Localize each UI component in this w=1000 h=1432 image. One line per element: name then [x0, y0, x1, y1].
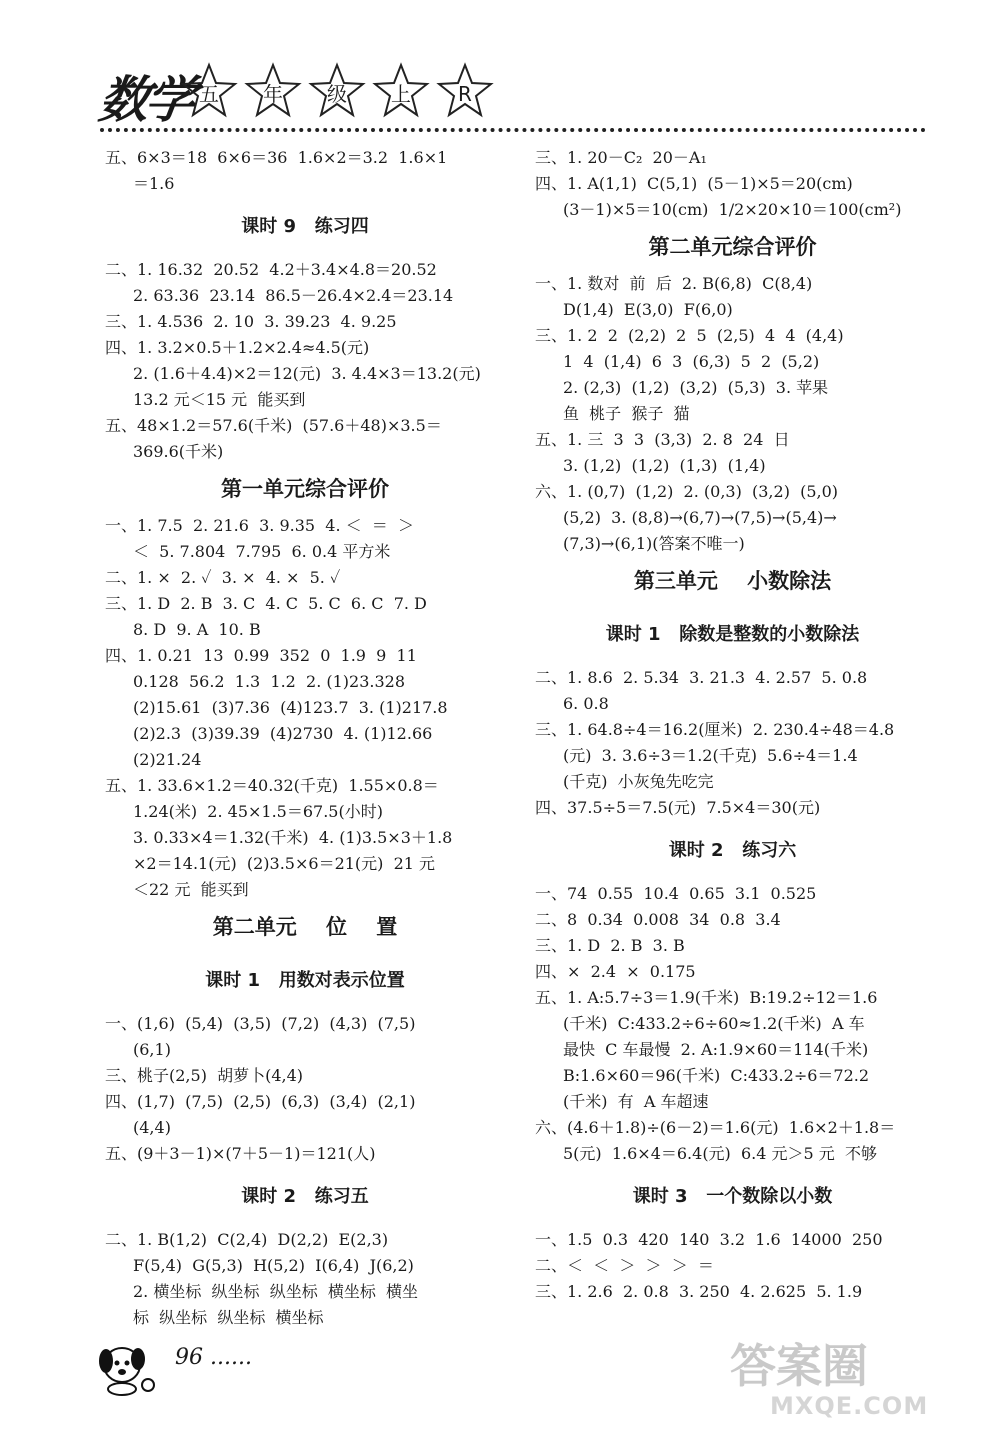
- unit-heading: 第一单元综合评价: [221, 477, 389, 501]
- answer-line: 二、1. 16.32 20.52 4.2＋3.4×4.8＝20.52: [105, 260, 437, 279]
- answer-line: 最快 C 车最慢 2. A:1.9×60＝114(千米): [563, 1040, 869, 1059]
- answer-line: 五、48×1.2＝57.6(千米) (57.6＋48)×3.5＝: [105, 416, 442, 435]
- answer-line: 四、× 2.4 × 0.175: [535, 962, 696, 981]
- answer-line: 三、1. 20－C₂ 20－A₁: [535, 148, 707, 167]
- answer-line: 鱼 桃子 猴子 猫: [563, 404, 690, 423]
- answer-line: (千米) 有 A 车超速: [563, 1092, 709, 1111]
- watermark-url: MXQE.COM: [770, 1392, 929, 1420]
- answer-line: 6. 0.8: [563, 694, 609, 713]
- answer-line: 四、(1,7) (7,5) (2,5) (6,3) (3,4) (2,1): [105, 1092, 416, 1111]
- answer-line: (2)21.24: [133, 750, 202, 769]
- answer-line: 二、＜ ＜ ＞ ＞ ＞ ＝: [535, 1256, 714, 1275]
- answer-line: 一、74 0.55 10.4 0.65 3.1 0.525: [535, 884, 817, 903]
- star-label: 级: [327, 82, 347, 106]
- answer-line: (7,3)→(6,1)(答案不唯一): [563, 534, 745, 553]
- answer-line: 一、(1,6) (5,4) (3,5) (7,2) (4,3) (7,5): [105, 1014, 416, 1033]
- answer-line: 五、1. 三 3 3 (3,3) 2. 8 24 日: [535, 430, 790, 449]
- puppy-mascot-icon: [92, 1335, 164, 1397]
- star-label: 上: [391, 82, 411, 106]
- answer-line: 五、6×3＝18 6×6＝36 1.6×2＝3.2 1.6×1: [105, 148, 448, 167]
- grade-stars: [180, 62, 494, 120]
- answer-line: 二、1. B(1,2) C(2,4) D(2,2) E(2,3): [105, 1230, 389, 1249]
- lesson-heading: 课时 3 一个数除以小数: [632, 1186, 833, 1207]
- answer-line: 369.6(千米): [133, 442, 224, 461]
- lesson-heading: 课时 9 练习四: [241, 216, 369, 237]
- grade-star-0: [180, 62, 238, 120]
- answer-line: 四、37.5÷5＝7.5(元) 7.5×4＝30(元): [535, 798, 821, 817]
- answer-line: 三、1. D 2. B 3. C 4. C 5. C 6. C 7. D: [105, 594, 427, 613]
- answer-line: 2. (1.6＋4.4)×2＝12(元) 3. 4.4×3＝13.2(元): [133, 364, 481, 383]
- answer-line: 标 纵坐标 纵坐标 横坐标: [133, 1308, 324, 1327]
- answer-line: 五、1. 33.6×1.2＝40.32(千克) 1.55×0.8＝: [105, 776, 439, 795]
- answer-line: 四、1. 3.2×0.5＋1.2×2.4≈4.5(元): [105, 338, 370, 357]
- page-header: [0, 0, 1000, 140]
- answer-line: 二、8 0.34 0.008 34 0.8 3.4: [535, 910, 781, 929]
- answer-line: ×2＝14.1(元) (2)3.5×6＝21(元) 21 元: [133, 854, 436, 873]
- right-column: [535, 145, 930, 1305]
- grade-star-3: [372, 62, 430, 120]
- answer-line: ＜ 5. 7.804 7.795 6. 0.4 平方米: [133, 542, 391, 561]
- grade-star-2: [308, 62, 366, 120]
- watermark: [730, 1330, 980, 1420]
- unit-heading: 第二单元综合评价: [648, 235, 817, 259]
- answer-line: 2. (2,3) (1,2) (3,2) (5,3) 3. 苹果: [563, 378, 829, 397]
- subject-title: 数学: [95, 71, 196, 129]
- answer-line: 三、1. 64.8÷4＝16.2(厘米) 2. 230.4÷48＝4.8: [535, 720, 895, 739]
- grade-star-4: [436, 62, 494, 120]
- answer-line: (3－1)×5＝10(cm) 1/2×20×10＝100(cm²): [563, 200, 902, 219]
- star-label: 五: [199, 82, 219, 106]
- answer-line: 二、1. 8.6 2. 5.34 3. 21.3 4. 2.57 5. 0.8: [535, 668, 868, 687]
- answer-line: 0.128 56.2 1.3 1.2 2. (1)23.328: [133, 672, 406, 691]
- unit-heading: 第二单元 位 置: [212, 915, 398, 939]
- dotted-divider: [100, 128, 926, 132]
- answer-line: 五、1. A:5.7÷3＝1.9(千米) B:19.2÷12＝1.6: [535, 988, 878, 1007]
- page-number: 96 ......: [175, 1345, 252, 1370]
- answer-line: (2)15.61 (3)7.36 (4)123.7 3. (1)217.8: [133, 698, 448, 717]
- answer-line: 2. 横坐标 纵坐标 纵坐标 横坐标 横坐: [133, 1282, 419, 1301]
- answer-line: (5,2) 3. (8,8)→(6,7)→(7,5)→(5,4)→: [563, 508, 837, 527]
- star-label: R: [458, 82, 472, 106]
- answer-line: 5(元) 1.6×4＝6.4(元) 6.4 元＞5 元 不够: [563, 1144, 877, 1163]
- answer-line: 三、桃子(2,5) 胡萝卜(4,4): [105, 1066, 304, 1085]
- answer-line: 一、1. 数对 前 后 2. B(6,8) C(8,4): [535, 274, 813, 293]
- answer-line: 三、1. 2.6 2. 0.8 3. 250 4. 2.625 5. 1.9: [535, 1282, 863, 1301]
- answer-line: 2. 63.36 23.14 86.5－26.4×2.4＝23.14: [133, 286, 454, 305]
- answer-line: 六、(4.6＋1.8)÷(6－2)＝1.6(元) 1.6×2＋1.8＝: [535, 1118, 896, 1137]
- lesson-heading: 课时 2 练习五: [241, 1186, 369, 1207]
- answer-line: 三、1. D 2. B 3. B: [535, 936, 685, 955]
- answer-line: B:1.6×60＝96(千米) C:433.2÷6＝72.2: [563, 1066, 870, 1085]
- answer-line: (千克) 小灰兔先吃完: [563, 772, 714, 791]
- answer-line: 一、1.5 0.3 420 140 3.2 1.6 14000 250: [535, 1230, 883, 1249]
- answer-line: ＜22 元 能买到: [133, 880, 249, 899]
- answer-line: 五、(9＋3－1)×(7＋5－1)＝121(人): [105, 1144, 376, 1163]
- answer-line: 1 4 (1,4) 6 3 (6,3) 5 2 (5,2): [563, 352, 820, 371]
- answer-line: (6,1): [133, 1040, 171, 1059]
- lesson-heading: 课时 2 练习六: [668, 840, 797, 861]
- answer-line: 三、1. 2 2 (2,2) 2 5 (2,5) 4 4 (4,4): [535, 326, 844, 345]
- answer-line: 三、1. 4.536 2. 10 3. 39.23 4. 9.25: [105, 312, 397, 331]
- answer-line: ＝1.6: [133, 174, 175, 193]
- answer-line: 8. D 9. A 10. B: [133, 620, 261, 639]
- answer-line: 六、1. (0,7) (1,2) 2. (0,3) (3,2) (5,0): [535, 482, 839, 501]
- answer-line: 13.2 元＜15 元 能买到: [133, 390, 306, 409]
- star-label: 年: [263, 82, 283, 106]
- answer-line: (元) 3. 3.6÷3＝1.2(千克) 5.6÷4＝1.4: [563, 746, 858, 765]
- answer-line: 3. 0.33×4＝1.32(千米) 4. (1)3.5×3＋1.8: [133, 828, 453, 847]
- watermark-logo-text: 答案圈: [730, 1339, 868, 1393]
- answer-line: 1.24(米) 2. 45×1.5＝67.5(小时): [133, 802, 383, 821]
- grade-star-1: [244, 62, 302, 120]
- answer-line: 四、1. A(1,1) C(5,1) (5－1)×5＝20(cm): [535, 174, 853, 193]
- answer-line: 四、1. 0.21 13 0.99 352 0 1.9 9 11: [105, 646, 417, 665]
- answer-line: F(5,4) G(5,3) H(5,2) I(6,4) J(6,2): [133, 1256, 414, 1275]
- left-column: [105, 145, 505, 1331]
- lesson-heading: 课时 1 用数对表示位置: [205, 970, 405, 991]
- answer-line: (2)2.3 (3)39.39 (4)2730 4. (1)12.66: [133, 724, 433, 743]
- answer-line: 3. (1,2) (1,2) (1,3) (1,4): [563, 456, 766, 475]
- lesson-heading: 课时 1 除数是整数的小数除法: [605, 624, 860, 645]
- answer-line: 二、1. × 2. ✓ 3. × 4. × 5. ✓: [105, 568, 341, 587]
- answer-line: 一、1. 7.5 2. 21.6 3. 9.35 4. ＜ ＝ ＞: [105, 516, 414, 535]
- answer-line: (4,4): [133, 1118, 171, 1137]
- answer-line: D(1,4) E(3,0) F(6,0): [563, 300, 733, 319]
- answer-line: (千米) C:433.2÷6÷60≈1.2(千米) A 车: [563, 1014, 865, 1033]
- unit-heading: 第三单元 小数除法: [633, 569, 832, 593]
